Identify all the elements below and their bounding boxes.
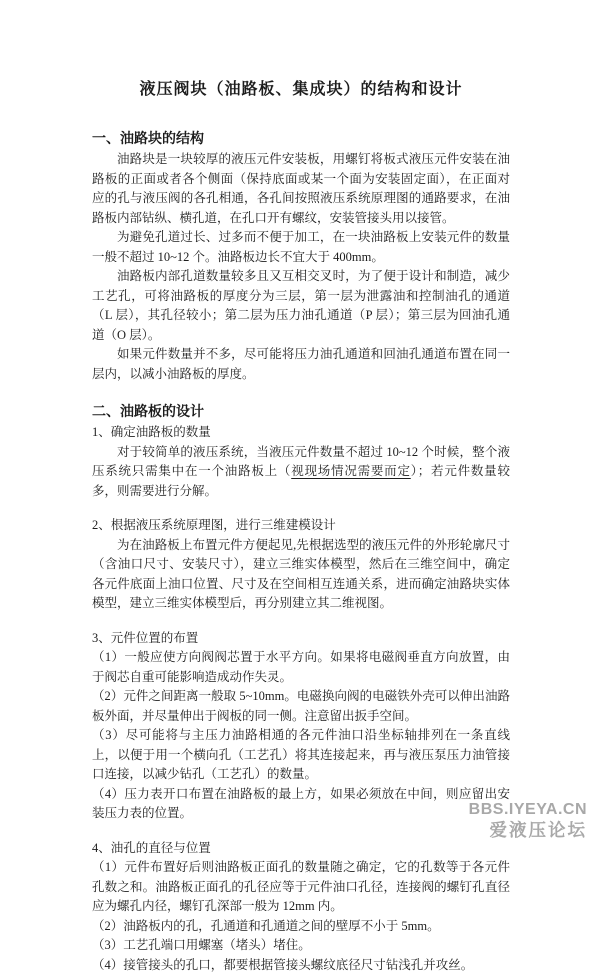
watermark-site-name: 爱液压论坛 [469,820,587,840]
subsection2-heading: 2、根据液压系统原理图，进行三维建模设计 [92,516,510,536]
subsection3-item-3: （3）尽可能将与主压力油路相通的各元件油口沿坐标轴排列在一条直线上，以便于用一个横向孔（工艺孔）将其连接起来，再与液压泵压力油管接口连接，以减少钻孔（工艺孔）的数量。 [92,726,510,785]
subsection4-item-1: （1）元件布置好后则油路板正面孔的数量随之确定，它的孔数等于各元件孔数之和。油路板正面孔的孔径应等于元件油口孔径，连接阀的螺钉孔直径应为螺孔内径，螺钉孔深部一般为 12mm 内。 [92,858,510,917]
subsection4-item-3: （3）工艺孔端口用螺塞（堵头）堵住。 [92,936,510,956]
section1-paragraph-1: 油路块是一块较厚的液压元件安装板，用螺钉将板式液压元件安装在油路板的正面或者各个侧面（保持底面或某一个面为安装固定面），在正面对应的孔与液压阀的各孔相通，各孔间按照液压系统原理图的通路要求，在油路板内部钻纵、横孔道，在孔口开有螺纹，安装管接头用以接管。 [92,150,510,228]
subsection3-item-4: （4）压力表开口布置在油路板的最上方，如果必须放在中间，则应留出安装压力表的位置。 [92,785,510,824]
subsection1-heading: 1、确定油路板的数量 [92,423,510,443]
section1-paragraph-4: 如果元件数量并不多，尽可能将压力油孔通道和回油孔通道布置在同一层内，以减小油路板的厚度。 [92,345,510,384]
subsection4-item-4: （4）接管接头的孔口，都要根据管接头螺纹底径尺寸钻浅孔并攻丝。 [92,956,510,975]
underlined-phrase: 视现场情况需要而定 [291,464,411,478]
subsection4-heading: 4、油孔的直径与位置 [92,839,510,859]
subsection3-item-2: （2）元件之间距离一般取 5~10mm。电磁换向阀的电磁铁外壳可以伸出油路板外面，并尽量伸出于阀板的同一侧。注意留出扳手空间。 [92,687,510,726]
watermark-site-url: BBS.IYEYA.CN [469,801,587,819]
section1-paragraph-3: 油路板内部孔道数量较多且又互相交叉时，为了便于设计和制造，减少工艺孔，可将油路板的厚度分为三层，第一层为泄露油和控制油孔的通道（L 层），其孔径较小；第二层为压力油孔通道（P 层）；第三层为回油孔通道（O 层）。 [92,267,510,345]
subsection3-heading: 3、元件位置的布置 [92,629,510,649]
subsection3-item-1: （1）一般应使方向阀阀芯置于水平方向。如果将电磁阀垂直方向放置，由于阀芯自重可能影响造成动作失灵。 [92,648,510,687]
subsection1-text-before: 对于较简单的液压系统，当液压元件数量不超过 10~12 个时候，整个液压系统只需集中在一个油路板上（ [92,445,510,479]
subsection2-paragraph: 为在油路板上布置元件方便起见,先根据选型的液压元件的外形轮廓尺寸（含油口尺寸、安装尺寸），建立三维实体模型，然后在三维空间中，确定各元件底面上油口位置、尺寸及在空间相互连通关系，进而确定油路块实体模型，建立三维实体模型后，再分别建立其二维视图。 [92,536,510,614]
subsection1-paragraph [92,443,510,502]
subsection4-item-2: （2）油路板内的孔，孔通道和孔通道之间的壁厚不小于 5mm。 [92,917,510,937]
section1-heading: 一、油路块的结构 [92,129,510,150]
subsection1-text-after: ）；若元件数量较多，则需要进行分解。 [92,464,510,498]
page-title: 液压阀块（油路板、集成块）的结构和设计 [92,76,510,99]
section2-heading: 二、油路板的设计 [92,402,510,423]
section1-paragraph-2: 为避免孔道过长、过多而不便于加工，在一块油路板上安装元件的数量一般不超过 10~12 个。油路板边长不宜大于 400mm。 [92,228,510,267]
watermark [469,801,587,840]
